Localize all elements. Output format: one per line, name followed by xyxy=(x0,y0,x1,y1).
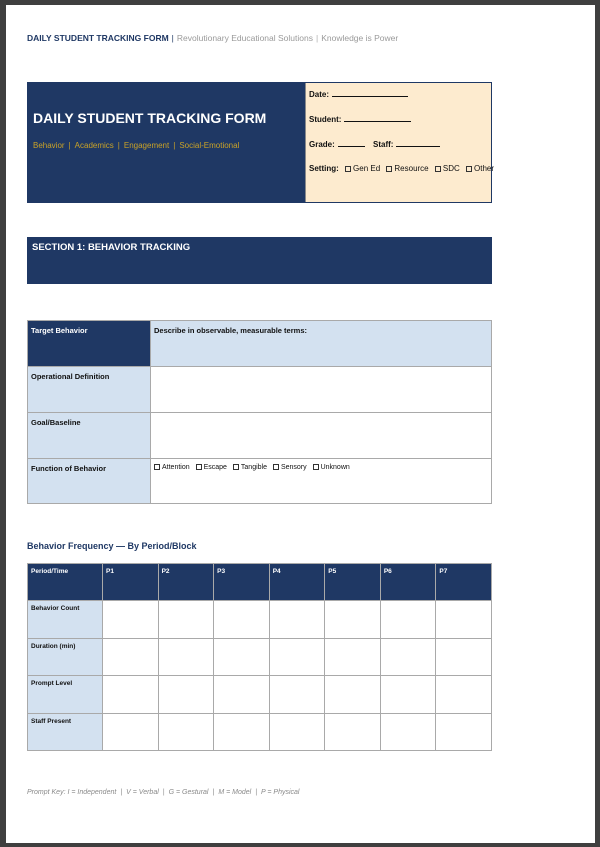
entry-cell[interactable] xyxy=(380,713,436,751)
setting-sdc: SDC xyxy=(442,164,460,173)
frequency-header-row xyxy=(28,564,492,601)
banner-title-panel xyxy=(28,83,305,202)
checkbox-sensory[interactable] xyxy=(273,464,279,470)
function-sensory: Sensory xyxy=(280,464,307,471)
header-title: DAILY STUDENT TRACKING FORM xyxy=(27,33,169,43)
checkbox-sdc[interactable] xyxy=(435,166,441,172)
grade-staff-field xyxy=(309,139,440,149)
entry-cell[interactable] xyxy=(325,713,381,751)
goal-baseline-cell[interactable] xyxy=(151,413,492,459)
table-row xyxy=(28,413,492,459)
row-label-behavior-count: Behavior Count xyxy=(28,601,103,639)
operational-definition-cell[interactable] xyxy=(151,367,492,413)
entry-cell[interactable] xyxy=(380,676,436,714)
header-tagline: Knowledge is Power xyxy=(321,33,399,43)
prompt-key-model: M = Model xyxy=(218,789,252,796)
prompt-key-footer: Prompt Key: I = Independent | V = Verbal | G = Gestural | M = Model | P = Physical xyxy=(27,789,300,796)
prompt-key-physical: P = Physical xyxy=(261,789,300,796)
entry-cell[interactable] xyxy=(214,601,270,639)
date-label: Date: xyxy=(309,90,330,99)
checkbox-unknown[interactable] xyxy=(313,464,319,470)
row-label-duration: Duration (min) xyxy=(28,638,103,676)
entry-cell[interactable] xyxy=(325,676,381,714)
function-of-behavior-options xyxy=(151,459,492,504)
table-row xyxy=(28,713,492,751)
checkbox-gen-ed[interactable] xyxy=(345,166,351,172)
student-field[interactable] xyxy=(309,114,411,124)
table-row xyxy=(28,601,492,639)
entry-cell[interactable] xyxy=(103,676,159,714)
row-label-prompt-level: Prompt Level xyxy=(28,676,103,714)
entry-cell[interactable] xyxy=(269,713,325,751)
checkbox-resource[interactable] xyxy=(386,166,392,172)
function-attention: Attention xyxy=(162,464,190,471)
setting-label: Setting: xyxy=(309,164,339,173)
behavior-definition-table xyxy=(27,320,492,504)
entry-cell[interactable] xyxy=(103,713,159,751)
column-header-p7: P7 xyxy=(436,564,492,601)
tag-social-emotional: Social-Emotional xyxy=(179,141,240,150)
date-blank[interactable] xyxy=(332,89,408,97)
entry-cell[interactable] xyxy=(325,638,381,676)
prompt-key-gestural: G = Gestural xyxy=(168,789,209,796)
grade-label: Grade: xyxy=(309,140,335,149)
column-header-p2: P2 xyxy=(158,564,214,601)
entry-cell[interactable] xyxy=(325,601,381,639)
table-row xyxy=(28,638,492,676)
entry-cell[interactable] xyxy=(380,601,436,639)
entry-cell[interactable] xyxy=(380,638,436,676)
column-header-p6: P6 xyxy=(380,564,436,601)
entry-cell[interactable] xyxy=(214,713,270,751)
row-label-staff-present: Staff Present xyxy=(28,713,103,751)
setting-other: Other xyxy=(474,164,495,173)
column-header-p5: P5 xyxy=(325,564,381,601)
entry-cell[interactable] xyxy=(436,676,492,714)
staff-label: Staff: xyxy=(373,140,394,149)
checkbox-other[interactable] xyxy=(466,166,472,172)
column-header-p4: P4 xyxy=(269,564,325,601)
grade-blank[interactable] xyxy=(338,139,365,147)
function-of-behavior-label: Function of Behavior xyxy=(28,459,151,504)
table-row xyxy=(28,459,492,504)
entry-cell[interactable] xyxy=(158,713,214,751)
form-page xyxy=(6,5,595,843)
entry-cell[interactable] xyxy=(103,638,159,676)
table-row xyxy=(28,321,492,367)
setting-gen-ed: Gen Ed xyxy=(353,164,381,173)
banner-tags: Behavior | Academics | Engagement | Social-Emotional xyxy=(33,141,240,150)
entry-cell[interactable] xyxy=(214,638,270,676)
checkbox-tangible[interactable] xyxy=(233,464,239,470)
tag-engagement: Engagement xyxy=(123,141,170,150)
student-info-panel xyxy=(305,83,495,202)
checkbox-attention[interactable] xyxy=(154,464,160,470)
student-label: Student: xyxy=(309,115,342,124)
tag-academics: Academics xyxy=(74,141,114,150)
column-header-p3: P3 xyxy=(214,564,270,601)
function-escape: Escape xyxy=(203,464,227,471)
entry-cell[interactable] xyxy=(158,676,214,714)
setting-field xyxy=(309,164,494,173)
tag-behavior: Behavior xyxy=(33,141,65,150)
section-1-header xyxy=(27,237,492,284)
operational-definition-label: Operational Definition xyxy=(28,367,151,413)
entry-cell[interactable] xyxy=(436,638,492,676)
column-header-p1: P1 xyxy=(103,564,159,601)
prompt-key-verbal: V = Verbal xyxy=(126,789,159,796)
table-row xyxy=(28,367,492,413)
target-behavior-label: Target Behavior xyxy=(28,321,151,367)
entry-cell[interactable] xyxy=(436,713,492,751)
date-field[interactable] xyxy=(309,89,408,99)
entry-cell[interactable] xyxy=(158,601,214,639)
function-tangible: Tangible xyxy=(240,464,267,471)
goal-baseline-label: Goal/Baseline xyxy=(28,413,151,459)
entry-cell[interactable] xyxy=(269,601,325,639)
entry-cell[interactable] xyxy=(103,601,159,639)
running-header: DAILY STUDENT TRACKING FORM | Revolutionary Educational Solutions | Knowledge is Power xyxy=(27,33,399,43)
table-row xyxy=(28,676,492,714)
header-org: Revolutionary Educational Solutions xyxy=(176,33,313,43)
entry-cell[interactable] xyxy=(158,638,214,676)
banner-title: DAILY STUDENT TRACKING FORM xyxy=(33,110,267,126)
staff-blank[interactable] xyxy=(396,139,440,147)
entry-cell[interactable] xyxy=(214,676,270,714)
target-behavior-prompt[interactable]: Describe in observable, measurable terms: xyxy=(151,321,492,367)
frequency-corner-label: Period/Time xyxy=(28,564,103,601)
frequency-title: Behavior Frequency — By Period/Block xyxy=(27,541,197,551)
function-unknown: Unknown xyxy=(320,464,350,471)
student-blank[interactable] xyxy=(344,114,411,122)
frequency-table xyxy=(27,563,492,751)
setting-resource: Resource xyxy=(394,164,429,173)
prompt-key-independent: Prompt Key: I = Independent xyxy=(27,789,117,796)
entry-cell[interactable] xyxy=(436,601,492,639)
entry-cell[interactable] xyxy=(269,638,325,676)
section-1-title: SECTION 1: BEHAVIOR TRACKING xyxy=(32,242,191,253)
title-banner xyxy=(27,82,495,203)
entry-cell[interactable] xyxy=(269,676,325,714)
checkbox-escape[interactable] xyxy=(196,464,202,470)
